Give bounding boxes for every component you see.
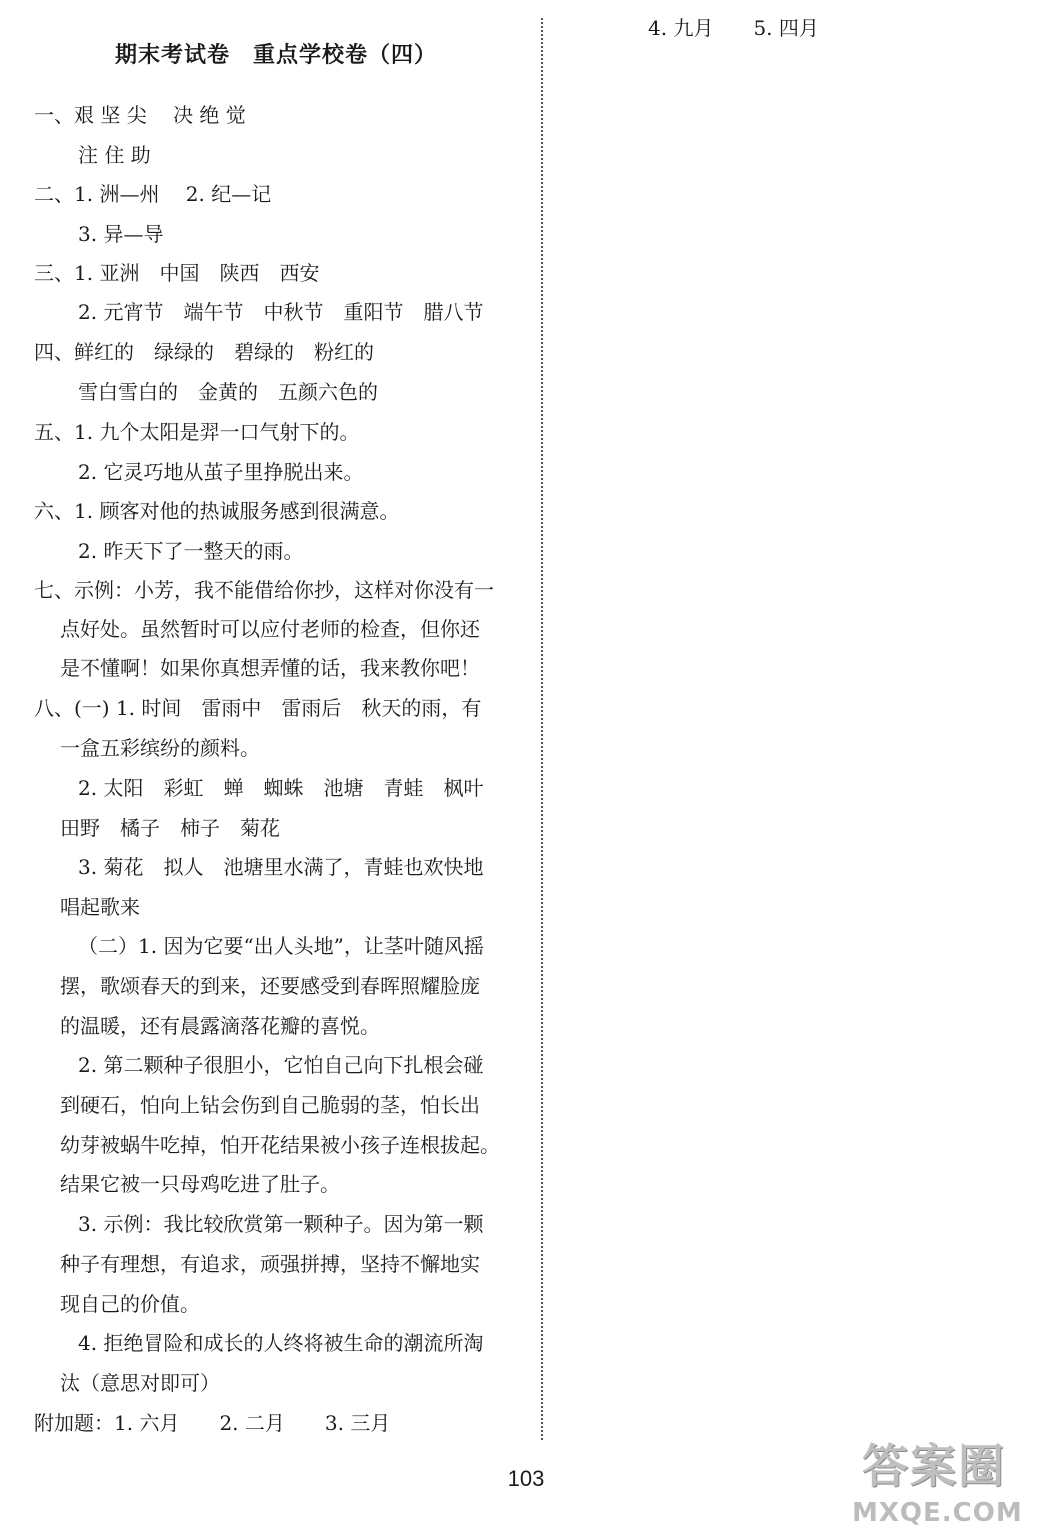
answer-line: 2. 元宵节 端午节 中秋节 重阳节 腊八节 <box>78 300 484 324</box>
answer-line: 幼芽被蜗牛吃掉，怕开花结果被小孩子连根拔起。 <box>60 1133 500 1157</box>
answer-line: 附加题：1. 六月 2. 二月 3. 三月 <box>34 1411 391 1435</box>
answer-line: 六、1. 顾客对他的热诚服务感到很满意。 <box>34 499 400 523</box>
answer-line: 4. 九月 5. 四月 <box>648 16 819 40</box>
answer-line: 点好处。虽然暂时可以应付老师的检查，但你还 <box>60 617 480 641</box>
answer-line: 现自己的价值。 <box>60 1292 200 1316</box>
answer-line: 田野 橘子 柿子 菊花 <box>60 816 280 840</box>
watermark-logo-text: 答案圈 <box>862 1439 1006 1493</box>
answer-line: 一盒五彩缤纷的颜料。 <box>60 736 260 760</box>
answer-line: 四、鲜红的 绿绿的 碧绿的 粉红的 <box>34 340 374 364</box>
answer-line: 一、艰 坚 尖 决 绝 觉 <box>34 103 246 127</box>
answer-line: 结果它被一只母鸡吃进了肚子。 <box>60 1172 340 1196</box>
answer-line: 种子有理想，有追求，顽强拼搏，坚持不懈地实 <box>60 1252 480 1276</box>
answer-line: 八、(一) 1. 时间 雷雨中 雷雨后 秋天的雨，有 <box>34 696 482 720</box>
answer-line: 3. 示例：我比较欣赏第一颗种子。因为第一颗 <box>78 1212 484 1236</box>
answer-line: 2. 第二颗种子很胆小，它怕自己向下扎根会碰 <box>78 1053 484 1077</box>
answer-line: 的温暖，还有晨露滴落花瓣的喜悦。 <box>60 1014 380 1038</box>
answer-line: 3. 异—导 <box>78 222 164 246</box>
column-divider <box>541 18 543 1440</box>
answer-line: 七、示例：小芳，我不能借给你抄，这样对你没有一 <box>34 578 494 602</box>
answer-line: 2. 太阳 彩虹 蝉 蜘蛛 池塘 青蛙 枫叶 <box>78 776 484 800</box>
answer-line: 二、1. 洲—州 2. 纪—记 <box>34 182 272 206</box>
answer-line: 雪白雪白的 金黄的 五颜六色的 <box>78 380 378 404</box>
answer-line: 4. 拒绝冒险和成长的人终将被生命的潮流所淘 <box>78 1331 484 1355</box>
watermark-logo <box>852 1440 1042 1532</box>
answer-line: 注 住 助 <box>78 143 151 167</box>
answer-line: 摆，歌颂春天的到来，还要感受到春晖照耀脸庞 <box>60 974 480 998</box>
answer-line: 2. 昨天下了一整天的雨。 <box>78 539 304 563</box>
answer-line: 五、1. 九个太阳是羿一口气射下的。 <box>34 420 360 444</box>
answer-line: 汰（意思对即可） <box>60 1371 220 1395</box>
watermark-url: MXQE.COM <box>852 1498 1023 1528</box>
answer-line: 三、1. 亚洲 中国 陕西 西安 <box>34 261 320 285</box>
answer-line: 到硬石，怕向上钻会伤到自己脆弱的茎，怕长出 <box>60 1093 480 1117</box>
answer-line: 3. 菊花 拟人 池塘里水满了，青蛙也欢快地 <box>78 855 484 879</box>
answer-line: 2. 它灵巧地从茧子里挣脱出来。 <box>78 460 364 484</box>
answer-line: 唱起歌来 <box>60 895 140 919</box>
page-title: 期末考试卷 重点学校卷（四） <box>114 43 437 68</box>
answer-line: （二）1. 因为它要“出人头地”，让茎叶随风摇 <box>78 934 484 958</box>
answer-line: 是不懂啊！如果你真想弄懂的话，我来教你吧！ <box>60 656 480 680</box>
page-number: 103 <box>507 1466 545 1491</box>
